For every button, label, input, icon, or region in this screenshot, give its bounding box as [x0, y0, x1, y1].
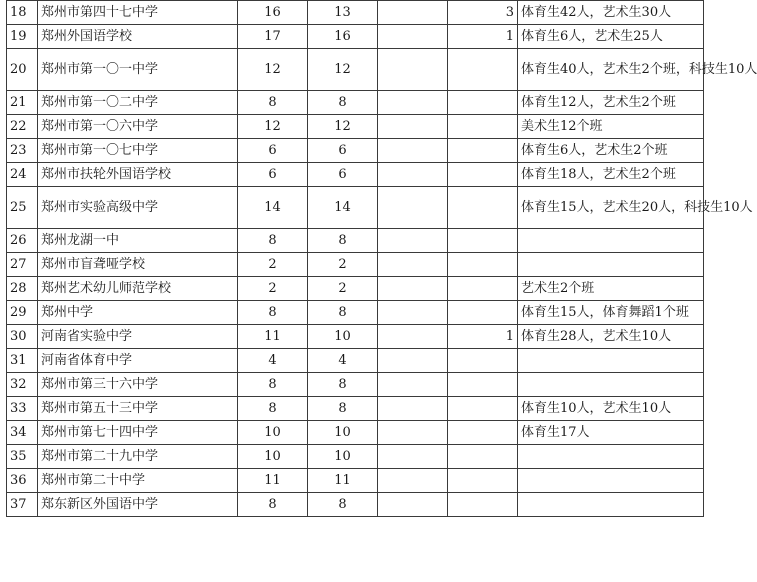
plan-count-cell: 8 — [238, 301, 308, 325]
blank-cell — [378, 421, 448, 445]
blank-cell — [378, 493, 448, 517]
general-count-cell: 13 — [308, 1, 378, 25]
row-number-cell: 24 — [7, 163, 38, 187]
general-count-cell: 10 — [308, 421, 378, 445]
extra-count-cell — [448, 493, 518, 517]
row-number-cell: 19 — [7, 25, 38, 49]
general-count-cell: 2 — [308, 277, 378, 301]
table-row — [7, 301, 704, 325]
row-number-cell: 18 — [7, 1, 38, 25]
general-count-cell: 16 — [308, 25, 378, 49]
general-count-cell: 6 — [308, 139, 378, 163]
table-row — [7, 277, 704, 301]
extra-count-cell — [448, 469, 518, 493]
school-name-cell: 郑州中学 — [38, 301, 238, 325]
table-row — [7, 493, 704, 517]
extra-count-cell — [448, 229, 518, 253]
plan-count-cell: 8 — [238, 91, 308, 115]
blank-cell — [378, 301, 448, 325]
blank-cell — [378, 163, 448, 187]
note-cell — [518, 469, 704, 493]
plan-count-cell: 14 — [238, 187, 308, 229]
row-number-cell: 27 — [7, 253, 38, 277]
school-name-cell: 郑州市第一〇六中学 — [38, 115, 238, 139]
general-count-cell: 12 — [308, 49, 378, 91]
general-count-cell: 8 — [308, 91, 378, 115]
extra-count-cell — [448, 301, 518, 325]
note-cell: 体育生40人，艺术生2个班，科技生10人 — [518, 49, 704, 91]
blank-cell — [378, 349, 448, 373]
school-name-cell: 河南省体育中学 — [38, 349, 238, 373]
extra-count-cell — [448, 91, 518, 115]
extra-count-cell — [448, 115, 518, 139]
school-name-cell: 郑州艺术幼儿师范学校 — [38, 277, 238, 301]
blank-cell — [378, 397, 448, 421]
table-row — [7, 445, 704, 469]
school-name-cell: 郑州市第二十中学 — [38, 469, 238, 493]
table-row — [7, 25, 704, 49]
plan-count-cell: 17 — [238, 25, 308, 49]
general-count-cell: 8 — [308, 229, 378, 253]
note-cell: 体育生6人，艺术生25人 — [518, 25, 704, 49]
plan-count-cell: 11 — [238, 469, 308, 493]
table-row — [7, 397, 704, 421]
note-cell — [518, 373, 704, 397]
note-cell: 艺术生2个班 — [518, 277, 704, 301]
school-name-cell: 郑州市第四十七中学 — [38, 1, 238, 25]
row-number-cell: 20 — [7, 49, 38, 91]
row-number-cell: 25 — [7, 187, 38, 229]
blank-cell — [378, 325, 448, 349]
plan-count-cell: 8 — [238, 373, 308, 397]
row-number-cell: 35 — [7, 445, 38, 469]
general-count-cell: 8 — [308, 397, 378, 421]
extra-count-cell — [448, 139, 518, 163]
school-name-cell: 郑州市扶轮外国语学校 — [38, 163, 238, 187]
extra-count-cell — [448, 397, 518, 421]
table-row — [7, 163, 704, 187]
general-count-cell: 6 — [308, 163, 378, 187]
note-cell — [518, 253, 704, 277]
school-name-cell: 郑东新区外国语中学 — [38, 493, 238, 517]
row-number-cell: 23 — [7, 139, 38, 163]
plan-count-cell: 4 — [238, 349, 308, 373]
school-name-cell: 郑州市实验高级中学 — [38, 187, 238, 229]
table-row — [7, 115, 704, 139]
row-number-cell: 26 — [7, 229, 38, 253]
note-cell: 体育生10人，艺术生10人 — [518, 397, 704, 421]
blank-cell — [378, 469, 448, 493]
table-row — [7, 187, 704, 229]
table-body — [7, 1, 757, 517]
blank-cell — [378, 49, 448, 91]
extra-count-cell — [448, 373, 518, 397]
extra-count-cell — [448, 163, 518, 187]
note-cell — [518, 229, 704, 253]
row-number-cell: 28 — [7, 277, 38, 301]
table-row — [7, 325, 704, 349]
blank-cell — [378, 1, 448, 25]
note-cell: 体育生15人，体育舞蹈1个班 — [518, 301, 704, 325]
blank-cell — [378, 373, 448, 397]
school-name-cell: 郑州市第七十四中学 — [38, 421, 238, 445]
extra-count-cell — [448, 421, 518, 445]
school-name-cell: 郑州市第一〇一中学 — [38, 49, 238, 91]
note-cell: 体育生18人，艺术生2个班 — [518, 163, 704, 187]
enrollment-table — [6, 0, 757, 517]
blank-cell — [378, 277, 448, 301]
note-cell: 体育生17人 — [518, 421, 704, 445]
general-count-cell: 2 — [308, 253, 378, 277]
table-row — [7, 469, 704, 493]
row-number-cell: 37 — [7, 493, 38, 517]
blank-cell — [378, 139, 448, 163]
blank-cell — [378, 445, 448, 469]
school-name-cell: 郑州市第三十六中学 — [38, 373, 238, 397]
table-row — [7, 421, 704, 445]
school-name-cell: 郑州市第一〇二中学 — [38, 91, 238, 115]
note-cell: 美术生12个班 — [518, 115, 704, 139]
school-name-cell: 郑州市第二十九中学 — [38, 445, 238, 469]
note-cell: 体育生15人，艺术生20人，科技生10人 — [518, 187, 704, 229]
blank-cell — [378, 91, 448, 115]
row-number-cell: 22 — [7, 115, 38, 139]
table-row — [7, 229, 704, 253]
blank-cell — [378, 25, 448, 49]
plan-count-cell: 2 — [238, 253, 308, 277]
plan-count-cell: 2 — [238, 277, 308, 301]
note-cell: 体育生42人，艺术生30人 — [518, 1, 704, 25]
row-number-cell: 21 — [7, 91, 38, 115]
school-name-cell: 郑州市第五十三中学 — [38, 397, 238, 421]
plan-count-cell: 8 — [238, 493, 308, 517]
table-row — [7, 253, 704, 277]
extra-count-cell: 1 — [448, 325, 518, 349]
row-number-cell: 34 — [7, 421, 38, 445]
school-name-cell: 郑州龙湖一中 — [38, 229, 238, 253]
plan-count-cell: 10 — [238, 421, 308, 445]
extra-count-cell — [448, 187, 518, 229]
plan-count-cell: 12 — [238, 49, 308, 91]
table-row — [7, 349, 704, 373]
note-cell: 体育生6人，艺术生2个班 — [518, 139, 704, 163]
row-number-cell: 36 — [7, 469, 38, 493]
plan-count-cell: 10 — [238, 445, 308, 469]
plan-count-cell: 11 — [238, 325, 308, 349]
blank-cell — [378, 229, 448, 253]
general-count-cell: 11 — [308, 469, 378, 493]
plan-count-cell: 6 — [238, 163, 308, 187]
extra-count-cell — [448, 277, 518, 301]
note-cell: 体育生12人，艺术生2个班 — [518, 91, 704, 115]
school-name-cell: 河南省实验中学 — [38, 325, 238, 349]
blank-cell — [378, 115, 448, 139]
general-count-cell: 4 — [308, 349, 378, 373]
extra-count-cell — [448, 349, 518, 373]
table-row — [7, 373, 704, 397]
row-number-cell: 31 — [7, 349, 38, 373]
plan-count-cell: 12 — [238, 115, 308, 139]
blank-cell — [378, 253, 448, 277]
plan-count-cell: 6 — [238, 139, 308, 163]
general-count-cell: 8 — [308, 493, 378, 517]
general-count-cell: 10 — [308, 325, 378, 349]
row-number-cell: 33 — [7, 397, 38, 421]
table-row — [7, 91, 704, 115]
plan-count-cell: 8 — [238, 229, 308, 253]
note-cell: 体育生28人，艺术生10人 — [518, 325, 704, 349]
general-count-cell: 12 — [308, 115, 378, 139]
row-number-cell: 29 — [7, 301, 38, 325]
table-row — [7, 139, 704, 163]
table-row — [7, 49, 704, 91]
row-number-cell: 32 — [7, 373, 38, 397]
general-count-cell: 8 — [308, 301, 378, 325]
general-count-cell: 14 — [308, 187, 378, 229]
extra-count-cell: 1 — [448, 25, 518, 49]
table-row — [7, 1, 704, 25]
school-name-cell: 郑州外国语学校 — [38, 25, 238, 49]
school-name-cell: 郑州市第一〇七中学 — [38, 139, 238, 163]
general-count-cell: 8 — [308, 373, 378, 397]
school-name-cell: 郑州市盲聋哑学校 — [38, 253, 238, 277]
blank-cell — [378, 187, 448, 229]
extra-count-cell — [448, 49, 518, 91]
plan-count-cell: 16 — [238, 1, 308, 25]
extra-count-cell — [448, 253, 518, 277]
general-count-cell: 10 — [308, 445, 378, 469]
note-cell — [518, 445, 704, 469]
plan-count-cell: 8 — [238, 397, 308, 421]
extra-count-cell — [448, 445, 518, 469]
note-cell — [518, 493, 704, 517]
note-cell — [518, 349, 704, 373]
row-number-cell: 30 — [7, 325, 38, 349]
extra-count-cell: 3 — [448, 1, 518, 25]
